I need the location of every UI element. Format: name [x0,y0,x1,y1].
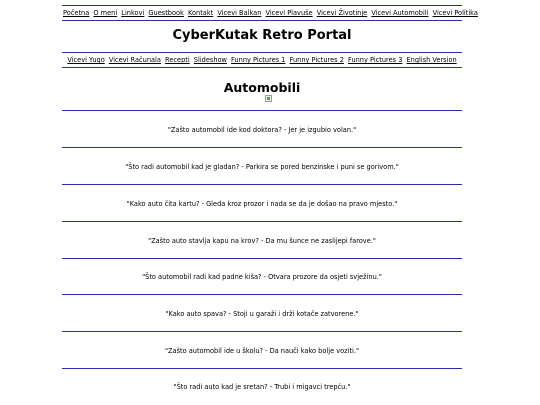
joke-item: "Kako auto spava? - Stoji u garaži i drži kotače zatvorene." [165,310,359,318]
nav-link-vicevi-racunala[interactable]: Vicevi Računala [108,56,161,64]
nav-link-vicevi-balkan[interactable]: Vicevi Balkan [217,9,262,17]
nav-link-funny-pictures-3[interactable]: Funny Pictures 3 [348,56,403,64]
nav-link-guestbook[interactable]: Guestbook [148,9,184,17]
nav-link-vicevi-plavuse[interactable]: Vicevi Plavuše [265,9,313,17]
joke-divider [62,110,462,111]
joke-divider [62,368,462,369]
joke-divider [62,258,462,259]
secondary-navigation [62,56,462,64]
joke-divider [62,221,462,222]
nav-link-o-meni[interactable]: O meni [93,9,118,17]
site-title: CyberKutak Retro Portal [172,28,352,43]
broken-image-icon [265,95,272,102]
joke-divider [62,184,462,185]
nav-link-linkovi[interactable]: Linkovi [121,9,145,17]
page-title: Automobili [223,80,301,95]
joke-divider [62,294,462,295]
joke-item: "Zašto automobil ide kod doktora? - Jer je izgubio volan." [167,126,357,134]
nav-link-recepti[interactable]: Recepti [165,56,190,64]
nav-link-vicevi-zivotinje[interactable]: Vicevi Životinje [316,9,368,17]
nav-link-english-version[interactable]: English Version [406,56,457,64]
nav-divider-top [62,20,462,21]
top-divider [62,5,462,6]
nav-link-vicevi-politika[interactable]: Vicevi Politika [432,9,478,17]
joke-divider [62,147,462,148]
nav-link-funny-pictures-1[interactable]: Funny Pictures 1 [231,56,286,64]
joke-item: "Kako auto čita kartu? - Gleda kroz prozor i nada se da je došao na pravo mjesto." [126,200,398,208]
nav-link-pocetna[interactable]: Početna [63,9,90,17]
nav-link-funny-pictures-2[interactable]: Funny Pictures 2 [289,56,344,64]
joke-item: "Što radi automobil kad je gladan? - Parkira se pored benzinske i puni se gorivom." [125,163,399,171]
nav-divider-bottom [62,67,462,68]
joke-item: "Zašto auto stavlja kapu na krov? - Da mu šunce ne zaslijepi farove." [148,237,376,245]
top-navigation [62,9,478,17]
nav-link-slideshow[interactable]: Slideshow [193,56,227,64]
nav-link-vicevi-automobili[interactable]: Vicevi Automobili [371,9,429,17]
title-divider [62,52,462,53]
joke-item: "Što automobil radi kad padne kiša? - Otvara prozore da osjeti svježinu." [142,273,382,281]
nav-link-vicevi-yugo[interactable]: Vicevi Yugo [67,56,105,64]
nav-link-kontakt[interactable]: Kontakt [187,9,214,17]
joke-divider [62,331,462,332]
joke-item: "Što radi auto kad je sretan? - Trubi i migavci trepću." [173,383,351,391]
joke-item: "Zašto automobil ide u školu? - Da nauči kako bolje voziti." [165,347,359,355]
